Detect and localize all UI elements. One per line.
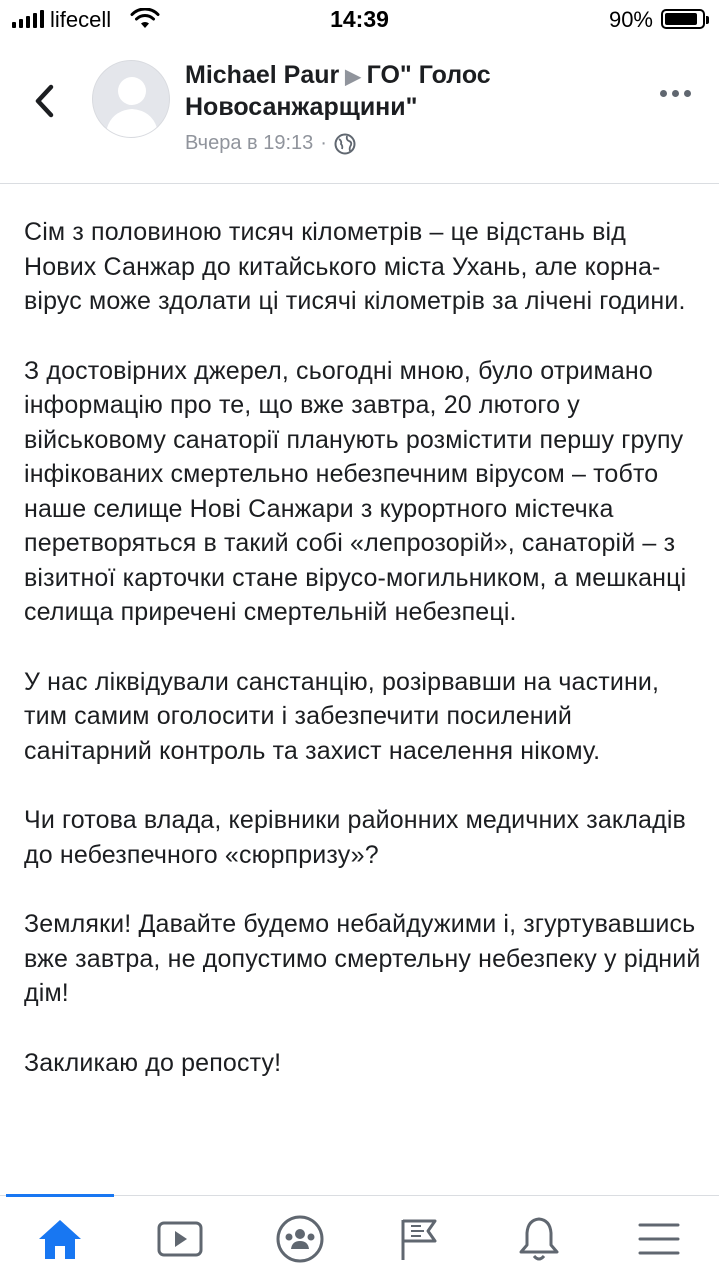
author-name[interactable]: Michael Paur [185,61,340,89]
group-name[interactable]: ГО" Голос Новосанжарщини" [185,61,491,121]
post-paragraph: З достовірних джерел, сьогодні мною, було отримано інформацію про те, що вже завтра, 20 лютого у військовому санаторії планують розмістити першу групу інфікованих смертельно небезпечним вірусом – тобто наше селище Нові Санжари з курортного містечка перетворяться в такий собі «лепрозорій», санаторій – з візитної карточки стане вірусо-могильником, а мешканці селища приречені смертельній небезпеці. [24,356,687,626]
globe-icon [334,133,356,155]
tab-notifications[interactable] [479,1196,599,1281]
post-header [0,40,719,184]
post-timestamp[interactable]: Вчера в 19:13 [185,132,314,154]
post-paragraph: Сім з половиною тисяч кілометрів – це відстань від Нових Санжар до китайського міста Ухань, але корна-вірус може здолати ці тисячі кілометрів за лічені години. [24,218,686,315]
post-paragraph: Земляки! Давайте будемо небайдужими і, згуртувавшись вже завтра, не допустимо смертельну небезпеку у рідний дім! [24,910,701,1007]
post-meta [185,132,356,155]
more-options-button[interactable] [660,90,691,97]
tab-pages[interactable] [359,1196,479,1281]
status-bar [0,0,719,40]
post-paragraph: Чи готова влада, керівники районних медичних закладів до небезпечного «сюрпризу»? [24,806,686,869]
more-dots-icon [660,90,667,97]
back-button[interactable] [24,76,64,126]
home-icon [36,1217,84,1261]
post-body [24,215,704,1115]
video-icon [156,1218,204,1260]
post-paragraph: У нас ліквідували санстанцію, розірвавши на частини, тим самим оголосити і забезпечити посилений санітарний контроль та захист населення нікому. [24,667,660,765]
meta-separator: · [320,132,327,154]
post-paragraph: Закликаю до репосту! [24,1048,282,1077]
battery-icon [661,9,705,29]
default-profile-icon [93,61,170,138]
pages-flag-icon [397,1216,441,1262]
clock: 14:39 [330,6,389,32]
tab-video[interactable] [120,1196,240,1281]
tab-menu[interactable] [599,1196,719,1281]
carrier-name: lifecell [50,7,112,32]
avatar[interactable] [92,60,170,138]
battery-percentage: 90% [608,7,653,32]
bottom-tab-bar [0,1195,719,1281]
chevron-left-icon [32,83,56,119]
notifications-bell-icon [517,1215,561,1263]
tab-home[interactable] [0,1196,120,1281]
active-tab-indicator [6,1194,114,1197]
menu-icon [637,1221,681,1257]
tab-groups[interactable] [240,1196,360,1281]
groups-icon [276,1215,324,1263]
post-author-line [185,60,625,122]
arrow-right-icon: ▶ [345,66,361,88]
